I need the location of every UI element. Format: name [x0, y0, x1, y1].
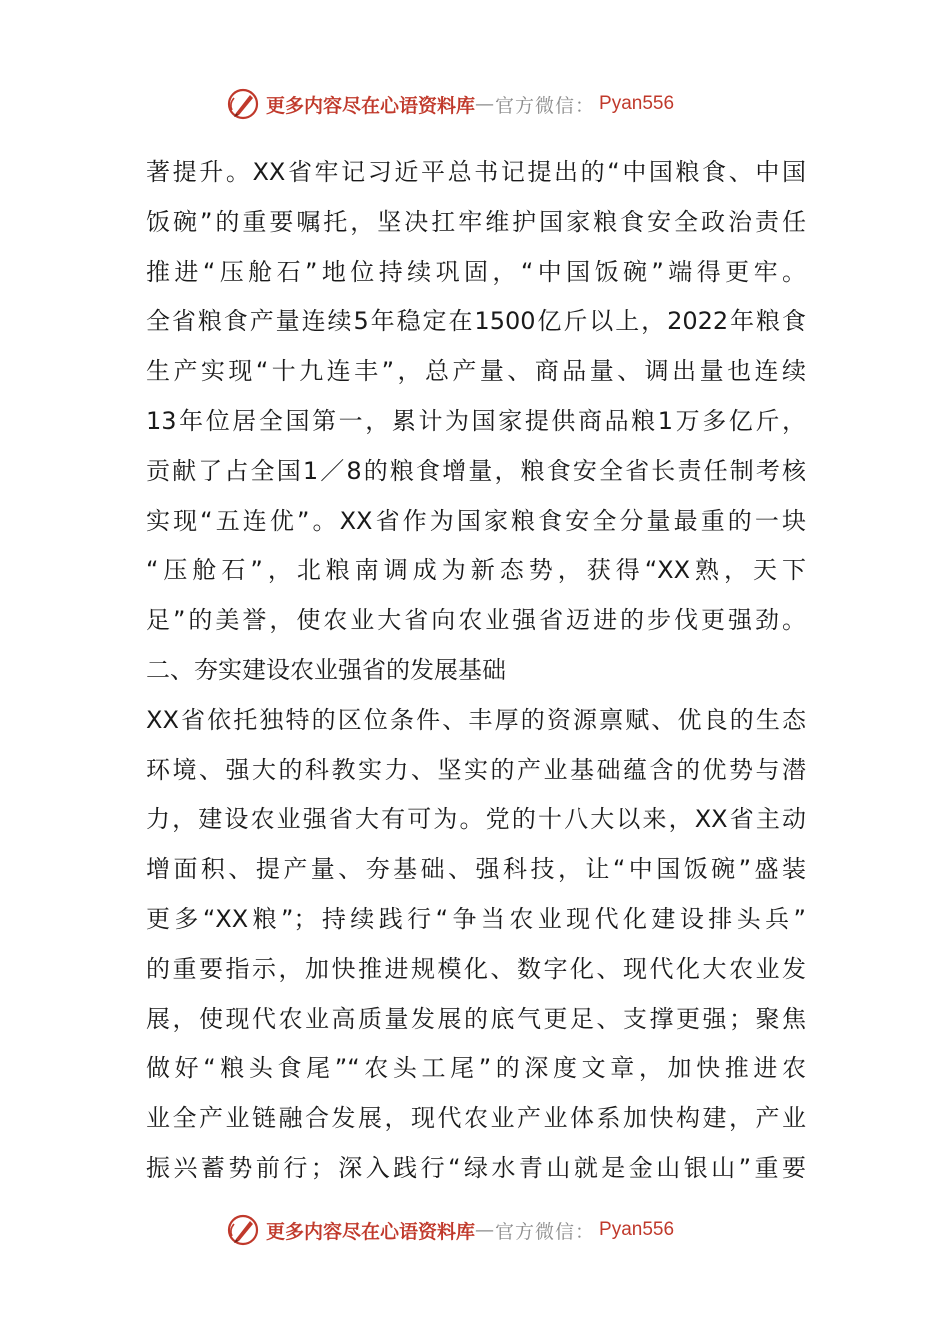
header-watermark: [226, 84, 674, 124]
body-line: XX省依托独特的区位条件、丰厚的资源禀赋、优良的生态: [146, 705, 806, 734]
body-line: 振兴蓄势前行；深入践行“绿水青山就是金山银山”重要: [146, 1153, 806, 1182]
watermark-official-label: 官方微信：: [495, 1220, 596, 1243]
body-line: 实现“五连优”。XX省作为国家粮食安全分量最重的一块: [146, 506, 806, 535]
body-line: 做好“粮头食尾”“农头工尾”的深度文章，加快推进农: [146, 1054, 806, 1083]
body-line: 展，使现代农业高质量发展的底气更足、支撑更强；聚焦: [146, 1004, 806, 1033]
body-line: 全省粮食产量连续5年稳定在1500亿斤以上，2022年粮食: [146, 307, 806, 336]
body-line: 环境、强大的科教实力、坚实的产业基础蕴含的优势与潜: [146, 755, 806, 784]
watermark-wechat-id: Pyan556: [599, 1219, 675, 1240]
body-line: 力，建设农业强省大有可为。党的十八大以来，XX省主动: [146, 805, 806, 834]
document-body: [146, 148, 806, 1194]
body-line: “压舱石”，北粮南调成为新态势，获得“XX熟，天下: [146, 556, 806, 585]
body-line: 饭碗”的重要嘱托，坚决扛牢维护国家粮食安全政治责任: [146, 207, 806, 236]
watermark-brand: 更多内容尽在心语资料库: [266, 94, 476, 117]
watermark-separator: —: [475, 1219, 496, 1241]
body-line: 的重要指示，加快推进规模化、数字化、现代化大农业发: [146, 954, 806, 983]
watermark-separator: —: [475, 93, 496, 115]
body-line: 生产实现“十九连丰”，总产量、商品量、调出量也连续: [146, 357, 806, 386]
body-line: 更多“XX粮”；持续践行“争当农业现代化建设排头兵”: [146, 904, 806, 933]
section-heading: 二、夯实建设农业强省的发展基础: [146, 655, 506, 684]
footer-watermark: [226, 1210, 674, 1250]
body-line: 足”的美誉，使农业大省向农业强省迈进的步伐更强劲。: [146, 606, 806, 635]
body-line: 增面积、提产量、夯基础、强科技，让“中国饭碗”盛装: [146, 855, 806, 884]
body-line: 业全产业链融合发展，现代农业产业体系加快构建，产业: [146, 1104, 806, 1133]
body-line: 推进“压舱石”地位持续巩固，“中国饭碗”端得更牢。: [146, 257, 806, 286]
pen-nib-circle-icon: [226, 86, 262, 122]
pen-nib-circle-icon: [226, 1212, 262, 1248]
body-line: 13年位居全国第一，累计为国家提供商品粮1万多亿斤，: [146, 406, 806, 435]
body-line: 贡献了占全国1／8的粮食增量，粮食安全省长责任制考核: [146, 456, 806, 485]
body-line: 著提升。XX省牢记习近平总书记提出的“中国粮食、中国: [146, 158, 806, 186]
watermark-wechat-id: Pyan556: [599, 93, 675, 114]
watermark-official-label: 官方微信：: [495, 94, 596, 117]
watermark-brand: 更多内容尽在心语资料库: [266, 1220, 476, 1243]
